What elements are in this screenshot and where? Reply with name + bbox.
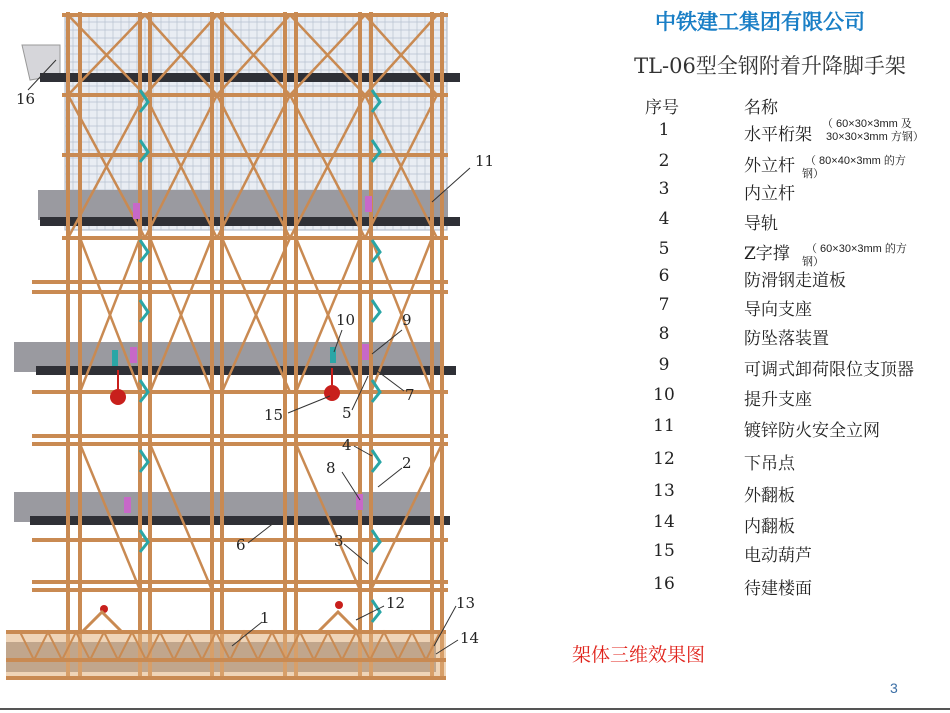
legend-name: 防坠落装置 <box>744 329 829 349</box>
callout-10: 10 <box>336 311 356 329</box>
callout-11: 11 <box>475 152 495 170</box>
legend-row-14 <box>640 512 950 540</box>
legend-no: 8 <box>658 324 670 344</box>
company-name: 中铁建工集团有限公司 <box>655 10 865 34</box>
legend-row-7 <box>640 295 950 323</box>
callout-16: 16 <box>16 90 36 108</box>
legend-name: 下吊点 <box>744 454 795 474</box>
legend-row-6 <box>640 266 950 294</box>
legend-row-9 <box>640 355 950 383</box>
legend-name: 镀锌防火安全立网 <box>744 421 880 441</box>
legend-name: 可调式卸荷限位支顶器 <box>744 360 914 380</box>
legend-row-1 <box>640 120 950 148</box>
legend-row-3 <box>640 179 950 207</box>
callout-6: 6 <box>236 536 246 554</box>
legend-no: 14 <box>653 512 675 532</box>
legend-no: 7 <box>658 295 670 315</box>
legend-no: 15 <box>653 541 675 561</box>
legend-name: 内翻板 <box>744 517 795 537</box>
legend-row-16 <box>640 574 950 602</box>
legend-row-5 <box>640 239 950 267</box>
callout-13: 13 <box>456 594 476 612</box>
callout-15: 15 <box>264 406 284 424</box>
legend-note: 钢） <box>802 168 824 180</box>
legend-row-12 <box>640 449 950 477</box>
legend-note: （ 60×30×3mm 的方 <box>806 243 907 255</box>
legend-no: 11 <box>653 416 675 436</box>
legend-row-2 <box>640 151 950 179</box>
legend-name: 外立杆 <box>744 156 795 176</box>
callout-9: 9 <box>402 311 412 329</box>
callout-3: 3 <box>334 532 344 550</box>
figure-caption: 架体三维效果图 <box>572 644 706 666</box>
legend-no: 10 <box>653 385 675 405</box>
legend-no: 5 <box>658 239 670 259</box>
legend-name: 提升支座 <box>744 390 812 410</box>
legend-row-4 <box>640 209 950 237</box>
legend-no: 9 <box>658 355 670 375</box>
callout-14: 14 <box>460 629 480 647</box>
legend-name: 待建楼面 <box>744 579 812 599</box>
legend-row-10 <box>640 385 950 413</box>
walkway-deck <box>36 366 456 375</box>
legend-no: 16 <box>653 574 675 594</box>
legend-no: 6 <box>658 266 670 286</box>
hoist <box>110 389 126 405</box>
callout-1: 1 <box>260 609 270 627</box>
callout-2: 2 <box>402 454 412 472</box>
legend-note: （ 80×40×3mm 的方 <box>805 155 906 167</box>
legend-name: 内立杆 <box>744 184 795 204</box>
page-number: 3 <box>890 680 898 696</box>
legend-note: 30×30×3mm 方钢） <box>826 131 924 143</box>
legend-no: 13 <box>653 481 675 501</box>
legend-name: 外翻板 <box>744 486 795 506</box>
callout-8: 8 <box>326 459 336 477</box>
legend-row-15 <box>640 541 950 569</box>
legend-no: 2 <box>658 151 670 171</box>
legend-row-11 <box>640 416 950 444</box>
legend-name: 导轨 <box>744 214 778 234</box>
legend-no: 3 <box>658 179 670 199</box>
legend-row-13 <box>640 481 950 509</box>
legend-name: 导向支座 <box>744 300 812 320</box>
callout-5: 5 <box>342 404 352 422</box>
legend-name: 防滑钢走道板 <box>744 271 846 291</box>
legend-no: 12 <box>653 449 675 469</box>
walkway-deck <box>40 217 460 226</box>
product-title: TL-06型全钢附着升降脚手架 <box>634 54 906 78</box>
legend-name: 水平桁架 <box>744 125 812 145</box>
legend-no: 1 <box>658 120 670 140</box>
bottom-truss <box>6 612 446 678</box>
legend-row-8 <box>640 324 950 352</box>
legend-header-name: 名称 <box>744 98 778 118</box>
legend-header-no: 序号 <box>645 98 679 118</box>
legend-name: Z字撑 <box>744 244 790 264</box>
legend-no: 4 <box>658 209 670 229</box>
walkway-deck <box>30 516 450 525</box>
callout-12: 12 <box>386 594 406 612</box>
hoist-small <box>335 601 343 609</box>
legend-note: 钢） <box>802 256 824 268</box>
hoist <box>324 385 340 401</box>
callout-7: 7 <box>405 386 415 404</box>
walkway-deck <box>40 73 460 82</box>
footer-divider <box>0 708 950 710</box>
legend-note: （ 60×30×3mm 及 <box>822 118 912 130</box>
legend-name: 电动葫芦 <box>744 546 812 566</box>
callout-4: 4 <box>342 436 352 454</box>
